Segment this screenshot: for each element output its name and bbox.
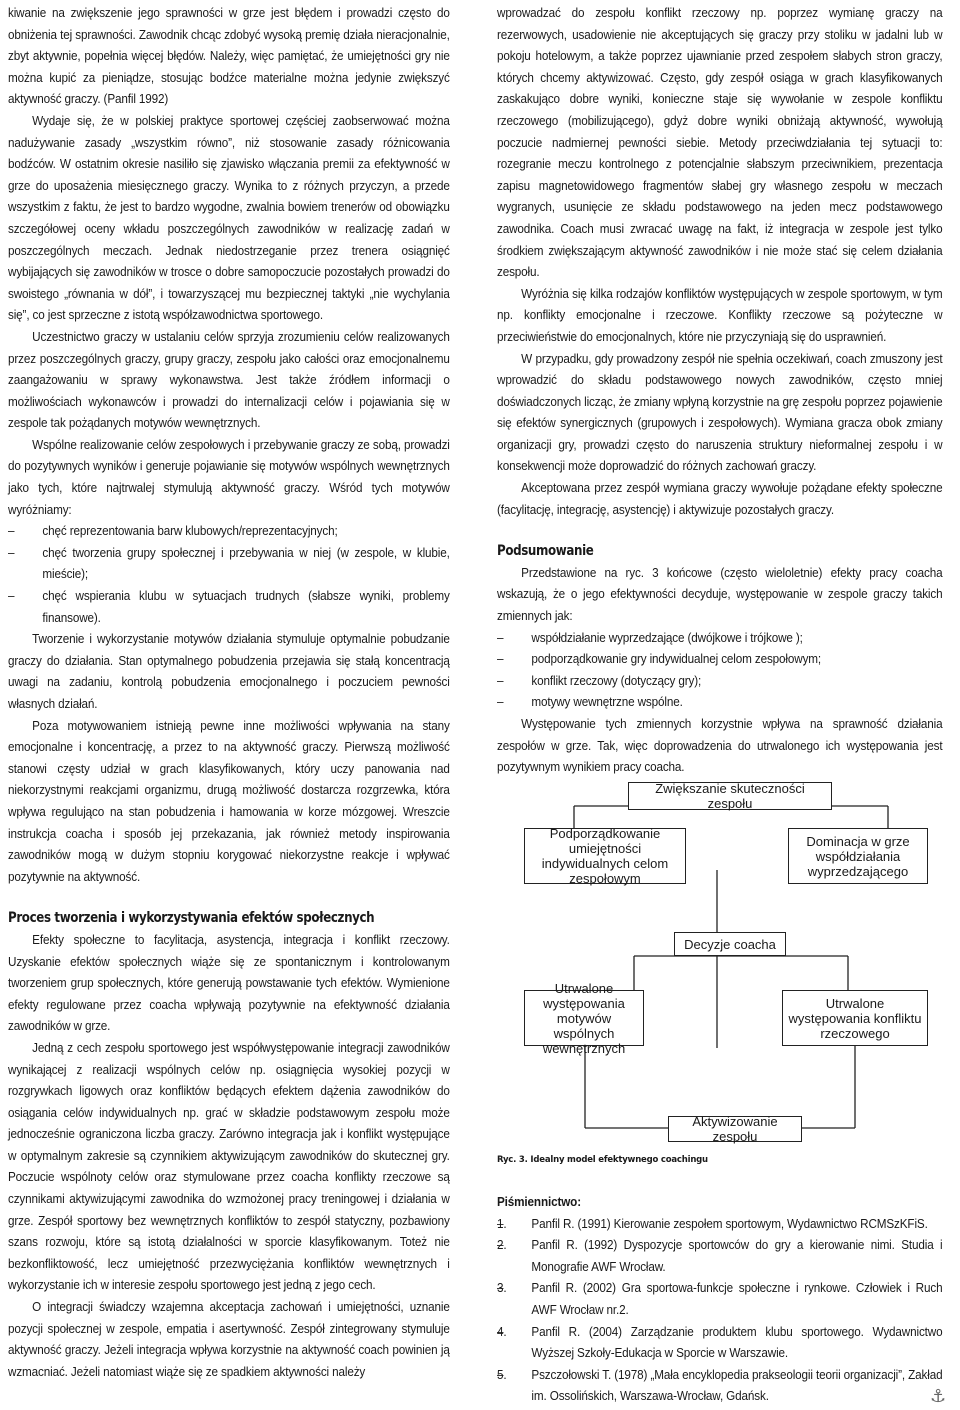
paragraph: kiwanie na zwiększenie jego sprawności w grze jest błędem i prowadzi często do obniżenia tej sprawności. Zawodnik chcąc zdobyć wysoką premię działa nieracjonalnie, zbyt aktywnie, popełnia więcej błędów. Należy, więc pamiętać, że umiejętności gry nie można kupić za pieniądze, stosując bodźce materialne można jedynie zwiększyć aktywność graczy. (Panfil 1992) — [8, 6, 450, 107]
diagram-box-low-right: Utrwalone występowania konfliktu rzeczowego — [782, 990, 928, 1046]
paragraph: W przypadku, gdy prowadzony zespół nie spełnia oczekiwań, coach zmuszony jest wprowadzić do składu podstawowego nowych zawodników, często mniej doświadczonych licząc, że zmiany wpłyną korzystnie na grę zespołu poprzez pojawienie się efektów synergicznych (grupowych i zespołowych). Wymiana gracza obok zmiany organizacji gry, prowadzi często do naruszenia struktury nieformalnej zespołu i w konsekwencji może doprowadzić do różnych zachowań graczy. — [497, 351, 943, 474]
paragraph: Wspólne realizowanie celów zespołowych i przebywanie graczy ze sobą, prowadzi do pozytywnych wyników i generuje pojawianie się motywów wspólnych wewnętrznych jako tych, które najtrwalej stymulują aktywność graczy. Wśród tych motywów wyróżniamy: — [8, 437, 450, 517]
paragraph: Poza motywowaniem istnieją pewne inne możliwości wpływania na stany emocjonalne i koncentrację, a przez to na aktywność graczy. Pierwszą możliwość stanowi częsty udział w grach klasyfikowanych, który uczy panowania nad niekorzystnymi reakcjami organizmu, drugą możliwość dostarcza rozgrzewka, która wpływa regulująco na stan pobudzenia i hamowania w korze mózgowej. Wreszcie instrukcja coacha i sposób jej przekazania, jak również metody inspirowania zawodników mogą w dużym stopniu korygować niekorzystne reakcje i wpływać pozytywnie na aktywność. — [8, 718, 450, 884]
paragraph: Jedną z cech zespołu sportowego jest współwystępowanie integracji zawodników wynikającej z realizacji wspólnych celów np. osiągnięcia wysokiej pozycji w rozgrywkach ligowych oraz konfliktów będących efektem dążenia zawodników do osiągania celów indywidualnych np. grać w składzie podstawowym zespołu może jednocześnie ograniczona liczba graczy. Zarówno integracja jak i konflikt występujące w optymalnym zakresie są czynnikiem aktywizującym zawodników do skutecznej gry. Poczucie wspólnoty celów oraz stymulowane przez coacha konflikty rzeczowe są czynnikami aktywizującymi zawodnika do wzmożonej pracy treningowej i działania w grze. Zespół sportowy bez wewnętrznych konfliktów to zespół statyczny, pozbawiony szans rozwoju, które są istotą działalności w sporcie klasyfikowanym. Toteż nie bezkonfliktowość, lecz umiejętność przezwyciężania konfliktów wewnętrznych i wykorzystanie ich w interesie zespołu sportowego jest jedną z jego cech. — [8, 1040, 450, 1293]
reference-number: – 4. — [497, 1324, 507, 1339]
reference-item — [497, 1278, 942, 1321]
reference-item — [497, 1235, 942, 1278]
reference-number: – 3. — [497, 1281, 507, 1296]
references-list — [497, 1214, 942, 1408]
list-item: – chęć tworzenia grupy społecznej i przebywania w niej (w zespole, w klubie, mieście); — [8, 543, 450, 586]
list-item: – współdziałanie wyprzedzające (dwójkowe i trójkowe ); — [497, 628, 942, 650]
reference-item — [497, 1365, 942, 1408]
reference-item — [497, 1214, 942, 1236]
diagram-box-low-left: Utrwalone występowania motywów wspólnych wewnętrznych — [524, 990, 644, 1046]
reference-number: – 1. — [497, 1216, 507, 1231]
list-item: – podporządkowanie gry indywidualnej celom zespołowym; — [497, 649, 942, 671]
left-column — [8, 3, 450, 1383]
paragraph: Wydaje się, że w polskiej praktyce sportowej częściej zaobserwować można nadużywanie zasady „wszystkim równo”, niż stosowanie zasady różnicowania bodźców. W ostatnim okresie nasiliło się zjawisko włączania premii za efektywność w grze do uposażenia miesięcznego graczy. Wynika to z różnych przyczyn, a przede wszystkim z faktu, że jest to bardzo wygodne, zwalnia bowiem trenerów od obowiązku szczegółowej oceny wkładu poszczególnych zawodników w realizację zadań w poszczególnych meczach. Jednak niedostrzeganie przez trenera osiągnięć wybijających się zawodników w trosce o dobre samopoczucie pozostałych prowadzi do swoistego „równania w dół”, i towarzyszącej mu bezpiecznej taktyki „nie wychylania się”, co jest sprzeczne z istotą współzawodnictwa sportowego. — [8, 113, 450, 323]
diagram-box-mid-right: Dominacja w grze współdziałania wyprzedzającego — [788, 828, 928, 884]
paragraph: Efekty społeczne to facylitacja, asystencja, integracja i konflikt rzeczowy. Uzyskanie efektów społecznych wiąże się ze spontanicznym i kontrolowanym tworzeniem grup społecznych, które generują powstawanie tych efektów. Wymienione efekty regulowane przez coacha wpływają pozytywnie na efektywność działania zawodników w grze. — [8, 932, 450, 1034]
paragraph: Występowanie tych zmiennych korzystnie wpływa na sprawność działania zespołów w grze. Tak, więc doprowadzenia do utrwalonego ich występowania jest pozytywnym wynikiem pracy coacha. — [497, 717, 943, 775]
diagram-box-bottom: Aktywizowanie zespołu — [668, 1116, 802, 1142]
right-column — [497, 3, 942, 779]
references — [497, 1192, 942, 1408]
diagram-box-center: Decyzje coacha — [674, 932, 786, 956]
paragraph: Tworzenie i wykorzystanie motywów działania stymuluje optymalnie pobudzanie graczy do działania. Stan optymalnego pobudzenia przejawia się stałą koncentracją uwagi na zadaniu, kontrolą pobudzenia emocjonalnego i poczuciem pewności własnych działań. — [8, 632, 450, 711]
reference-text: Panfil R. (2002) Gra sportowa-funkcje społeczne i rynkowe. Człowiek i Ruch AWF Wrocław nr.2. — [531, 1281, 943, 1317]
list-item: – konflikt rzeczowy (dotyczący gry); — [497, 671, 942, 693]
motives-list — [8, 521, 450, 629]
paragraph: Akceptowana przez zespół wymiana graczy wywołuje pożądane efekty społeczne (facylitację, integrację, asystencję) i aktywizuje pozostałych graczy. — [497, 481, 943, 517]
variables-list — [497, 628, 942, 714]
reference-text: Panfil R. (1991) Kierowanie zespołem sportowym, Wydawnictwo RCMSzKFiS. — [531, 1216, 928, 1231]
reference-item — [497, 1322, 942, 1365]
paragraph: Wyróżnia się kilka rodzajów konfliktów występujących w zespole sportowym, w tym np. konflikty emocjonalne i rzeczowe. Konflikty rzeczowe są pożyteczne w przeciwieństwie do emocjonalnych, które nie przyczyniają się do usprawnień. — [497, 286, 943, 344]
figure-caption: Ryc. 3. Idealny model efektywnego coachingu — [497, 1155, 708, 1165]
section-heading: Podsumowanie — [497, 543, 594, 560]
reference-text: Panfil R. (1992) Dyspozycje sportowców do gry a kierowanie nimi. Studia i Monografie AWF Wrocław. — [531, 1238, 943, 1274]
list-item: – motywy wewnętrzne wspólne. — [497, 692, 942, 714]
diagram-box-mid-left: Podporządkowanie umiejętności indywidualnych celom zespołowym — [524, 828, 686, 884]
paragraph: wprowadzać do zespołu konflikt rzeczowy np. poprzez wymianę graczy na rezerwowych, usadowienie nie akceptujących się graczy przy stoliku w jadalni lub w pokoju hotelowym, a także poprzez ujawnianie przed zespołem słabych stron graczy, których chcemy aktywizować. Często, gdy zespół osiąga w grach klasyfikowanych zaskakująco dobre wyniki, konieczne staje się wywołanie w zespole konfliktu rzeczowego (mobilizującego), gdyż dobre wyniki obniżają aktywność, wywołują poczucie nadmiernej pewności siebie. Metody przeciwdziałania tej sytuacji to: rozegranie meczu kontrolnego z potencjalnie słabszym przeciwnikiem, prezentacja zapisu magnetowidowego fragmentów słabej gry własnego zespołu w meczach wygranych, usunięcie ze składu podstawowego na jeden mecz podstawowego zawodnika. Coach musi zwracać uwagę na fakt, iż integracja w zespole jest tylko środkiem zwiększającym aktywność zawodników i nie może stać się celem działania zespołu. — [497, 6, 943, 280]
paragraph: O integracji świadczy wzajemna akceptacja zachowań i umiejętności, uznanie pozycji społecznej w zespole, empatia i asertywność. Zespół zintegrowany stymuluje aktywność graczy. Jeżeli integracja wpływa korzystnie na aktywność coach powinien ją wzmacniać. Jeżeli natomiast wiąże się ze spadkiem aktywności należy — [8, 1300, 450, 1379]
reference-text: Pszczołowski T. (1978) „Mała encyklopedia prakseologii teorii organizacji”, Zakład im. Ossolińskich, Warszawa-Wrocław, Gdańsk. — [531, 1367, 943, 1404]
coaching-model-diagram — [520, 780, 940, 1150]
paragraph: Uczestnictwo graczy w ustalaniu celów sprzyja zrozumieniu celów realizowanych przez poszczególnych graczy, grupy graczy, zespołu jako całości oraz emocjonalnemu zaangażowaniu w sprawy wykonawstwa. Jest także źródłem informacji o możliwościach wykonawców i prowadzi do internalizacji celów i pojawiania się w zespole tak pożądanych motywów wewnętrznych. — [8, 329, 450, 431]
paragraph: Przedstawione na ryc. 3 końcowe (często wieloletnie) efekty pracy coacha wskazują, że o jego efektywności decyduje, występowanie w zespole graczy takich zmiennych jak: — [497, 565, 943, 624]
reference-text: Panfil R. (2004) Zarządzanie produktem klubu sportowego. Wydawnictwo Wyższej Szkoły-Edukacja w Sporcie w Warszawie. — [531, 1324, 943, 1361]
reference-number: – 5. — [497, 1367, 507, 1382]
references-title: Piśmiennictwo: — [497, 1195, 581, 1209]
list-item: – chęć reprezentowania barw klubowych/reprezentacyjnych; — [8, 521, 450, 543]
reference-number: – 2. — [497, 1238, 507, 1253]
section-heading: Proces tworzenia i wykorzystywania efektów społecznych — [8, 910, 375, 927]
anchor-icon: ⚓ — [930, 1386, 947, 1407]
list-item: – chęć wspierania klubu w sytuacjach trudnych (słabsze wyniki, problemy finansowe). — [8, 586, 450, 629]
diagram-box-top: Zwiększanie skuteczności zespołu — [628, 782, 832, 810]
